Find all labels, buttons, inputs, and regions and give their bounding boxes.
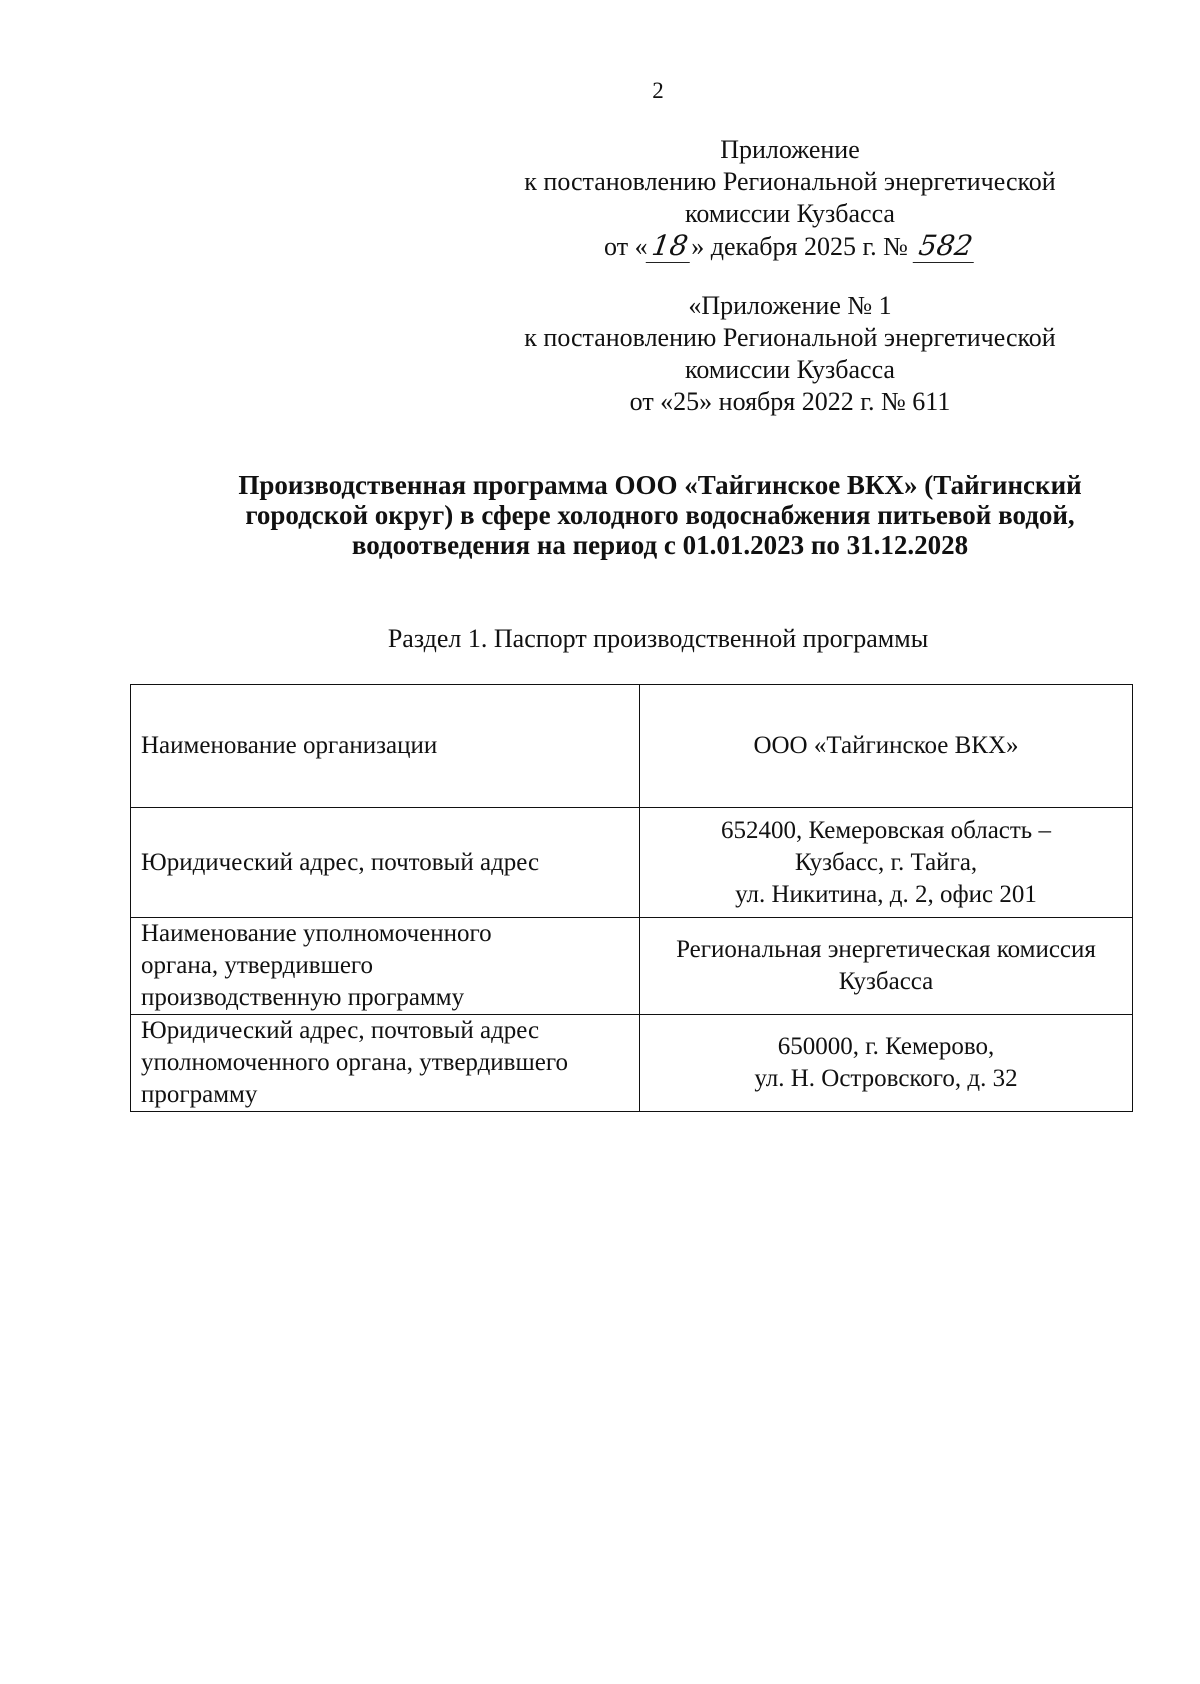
table-cell-label: Наименование уполномоченного органа, утвердившего производственную программу	[131, 918, 640, 1015]
prev-appendix-date-line: от «25» ноября 2022 г. № 611	[629, 387, 951, 416]
document-title	[200, 470, 1120, 560]
title-line-1: Производственная программа ООО «Тайгинское ВКХ» (Тайгинский	[238, 470, 1082, 500]
table-cell-value: Региональная энергетическая комиссия Кузбасса	[640, 918, 1133, 1015]
table-cell-label: Наименование организации	[131, 685, 640, 808]
date-prefix: от «	[604, 232, 648, 261]
prev-appendix-resolution-line: к постановлению Региональной энергетической	[524, 323, 1056, 352]
date-middle: » декабря 2025 г. №	[691, 232, 908, 261]
appendix-date-line	[470, 230, 1110, 263]
page-number: 2	[652, 78, 664, 103]
handwritten-day: 18	[645, 230, 693, 263]
table-cell-label: Юридический адрес, почтовый адрес уполномоченного органа, утвердившего программу	[131, 1015, 640, 1112]
table-cell-label: Юридический адрес, почтовый адрес	[131, 808, 640, 918]
section-title: Раздел 1. Паспорт производственной программы	[387, 624, 929, 653]
table-cell-value: ООО «Тайгинское ВКХ»	[640, 685, 1133, 808]
table-row	[131, 685, 1133, 808]
table-row	[131, 1015, 1133, 1112]
handwritten-number: 582	[912, 230, 978, 263]
appendix-header	[470, 134, 1110, 263]
appendix-label: Приложение	[720, 135, 860, 164]
appendix-commission-line: комиссии Кузбасса	[685, 199, 895, 228]
prev-appendix-commission-line: комиссии Кузбасса	[685, 355, 895, 384]
table-row	[131, 918, 1133, 1015]
table-row	[131, 808, 1133, 918]
prev-appendix-label: «Приложение № 1	[688, 291, 892, 320]
passport-table	[130, 684, 1133, 1112]
table-cell-value: 650000, г. Кемерово, ул. Н. Островского, д. 32	[640, 1015, 1133, 1112]
title-line-2: городской округ) в сфере холодного водоснабжения питьевой водой,	[245, 500, 1075, 530]
table-cell-value: 652400, Кемеровская область – Кузбасс, г. Тайга, ул. Никитина, д. 2, офис 201	[640, 808, 1133, 918]
title-line-3: водоотведения на период с 01.01.2023 по 31.12.2028	[351, 530, 969, 560]
appendix-resolution-line: к постановлению Региональной энергетической	[524, 167, 1056, 196]
previous-appendix-header	[470, 290, 1110, 418]
